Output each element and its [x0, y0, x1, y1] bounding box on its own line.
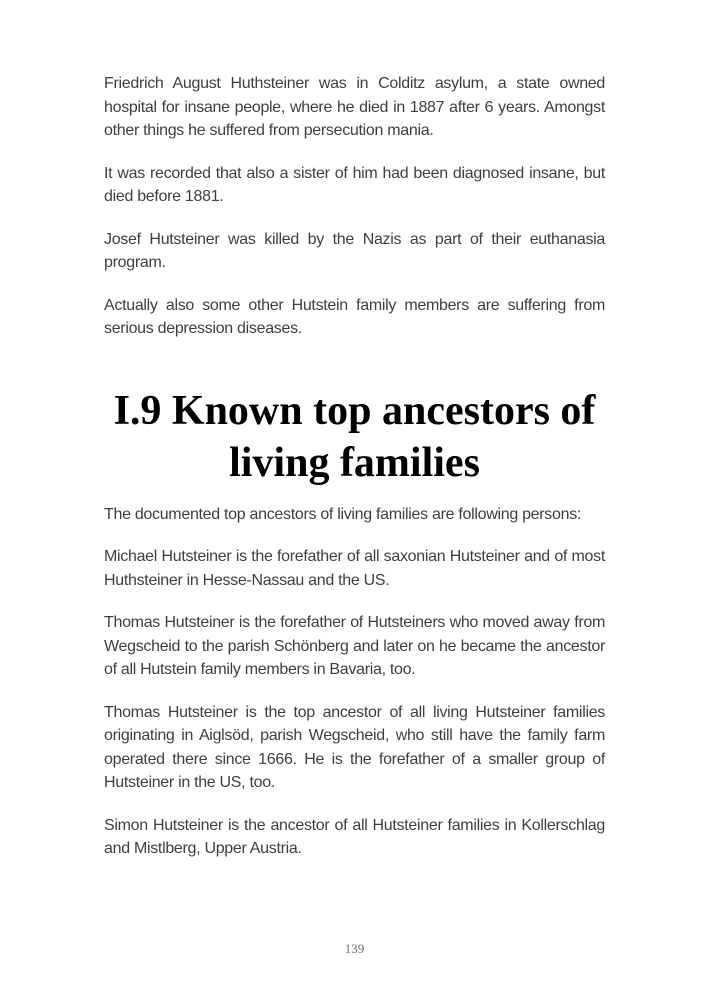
page-content [104, 0, 605, 880]
paragraph: Thomas Hutsteiner is the top ancestor of all living Hutsteiner families originating in Aiglsöd, parish Wegscheid, who still have the family farm operated there since 1666. He is the forefather of a smaller group of Hutsteiner in the US, too. [104, 703, 605, 791]
paragraph: Actually also some other Hutstein family members are suffering from serious depression diseases. [104, 296, 605, 337]
paragraph: The documented top ancestors of living families are following persons: [104, 505, 582, 523]
paragraph: It was recorded that also a sister of him had been diagnosed insane, but died before 1881. [104, 164, 605, 205]
paragraph: Simon Hutsteiner is the ancestor of all Hutsteiner families in Kollerschlag and Mistlberg, Upper Austria. [104, 816, 605, 857]
section-heading: I.9 Known top ancestors of living families [113, 387, 596, 486]
paragraph: Friedrich August Huthsteiner was in Colditz asylum, a state owned hospital for insane people, where he died in 1887 after 6 years. Amongst other things he suffered from persecution mania. [104, 75, 605, 139]
paragraph: Michael Hutsteiner is the forefather of all saxonian Hutsteiner and of most Huthsteiner in Hesse-Nassau and the US. [104, 548, 605, 589]
page-number: 139 [344, 941, 365, 956]
page-footer [0, 940, 709, 958]
paragraph: Thomas Hutsteiner is the forefather of Hutsteiners who moved away from Wegscheid to the parish Schönberg and later on he became the ancestor of all Hutstein family members in Bavaria, too. [104, 614, 605, 678]
paragraph: Josef Hutsteiner was killed by the Nazis as part of their euthanasia program. [104, 230, 605, 271]
